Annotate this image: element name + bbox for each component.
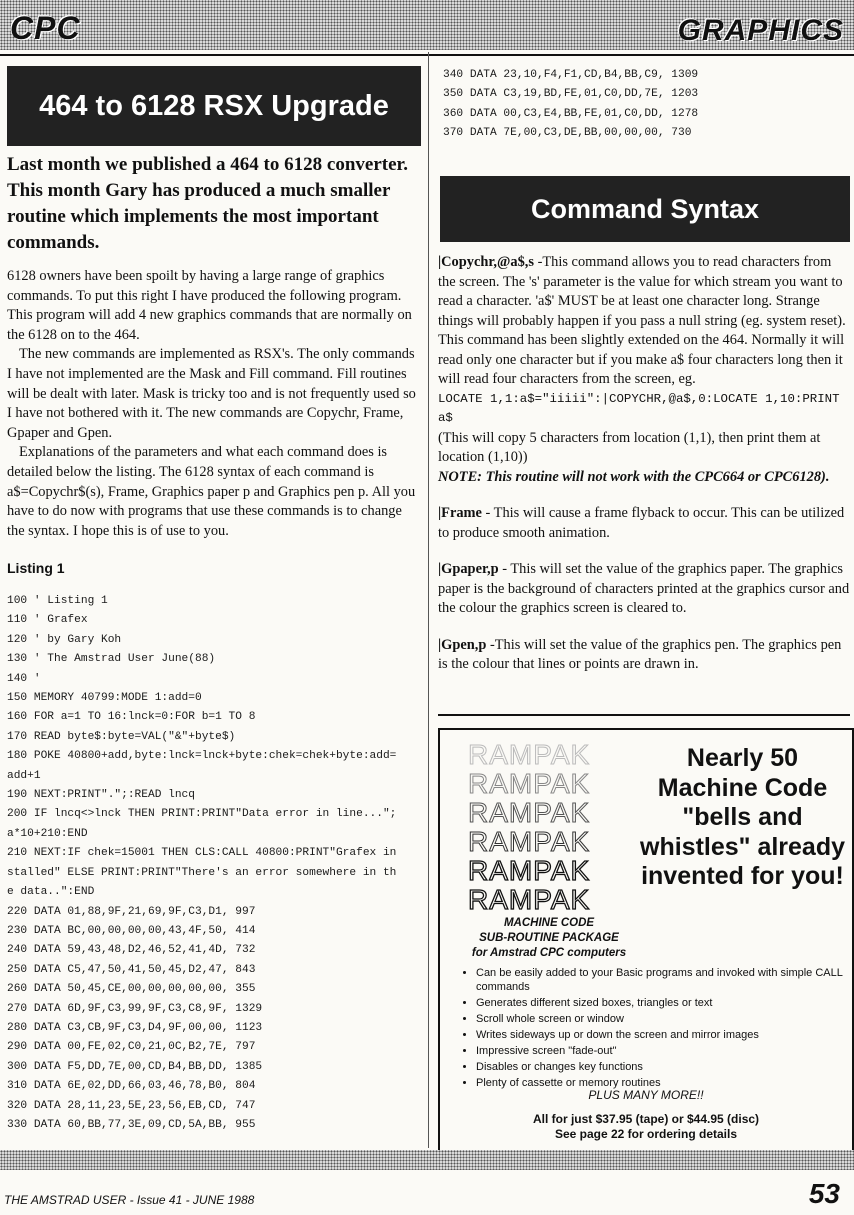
code-example: LOCATE 1,1:a$="iiiii":|COPYCHR,@a$,0:LOCATE 1,10:PRINT a$ <box>438 391 840 425</box>
code-line: 100 ' Listing 1 <box>7 595 108 607</box>
feature-item: • Disables or changes key functions <box>476 1060 854 1074</box>
code-line: add+1 <box>7 769 41 782</box>
logo-word: RAMPAK <box>468 884 591 915</box>
feature-list <box>454 966 854 1092</box>
code-line: 180 POKE 40800+add,byte:lnck=lnck+byte:chek=chek+byte:add= <box>7 750 397 763</box>
command-name: |Gpaper,p <box>438 561 499 577</box>
code-line: 190 NEXT:PRINT".";:READ lncq <box>7 789 195 802</box>
code-line: 160 FOR a=1 TO 16:lnck=0:FOR b=1 TO 8 <box>7 711 256 724</box>
ad-subtitle-line: for Amstrad CPC computers <box>471 947 627 959</box>
code-line: 170 READ byte$:byte=VAL("&"+byte$) <box>7 730 236 743</box>
code-line: 230 DATA BC,00,00,00,00,43,4F,50, 414 <box>7 924 256 937</box>
section-label-graphics: GRAPHICS <box>677 14 844 47</box>
code-line: 250 DATA C5,47,50,41,50,45,D2,47, 843 <box>7 963 256 976</box>
column-divider <box>428 52 429 1148</box>
code-line: e data..":END <box>7 886 95 899</box>
code-line: 360 DATA 00,C3,E4,BB,FE,01,C0,DD, 1278 <box>443 107 699 120</box>
logo-word: RAMPAK <box>468 826 591 857</box>
ad-subtitle <box>454 916 644 961</box>
frame-description <box>438 504 850 543</box>
code-line: 240 DATA 59,43,48,D2,46,52,41,4D, 732 <box>7 944 256 957</box>
example-explanation: (This will copy 5 characters from location (1,1), then print them at location (1,10)) <box>438 429 821 465</box>
logo-word: RAMPAK <box>468 739 591 770</box>
ad-price <box>440 1112 852 1142</box>
rampak-advertisement <box>438 728 854 1152</box>
code-line: 130 ' The Amstrad User June(88) <box>7 653 216 666</box>
order-line: See page 22 for ordering details <box>554 1127 738 1141</box>
page-number: 53 <box>808 1178 840 1209</box>
feature-item: • Plenty of cassette or memory routines <box>476 1076 854 1090</box>
ad-subtitle-line: MACHINE CODE <box>503 917 595 929</box>
code-line: 220 DATA 01,88,9F,21,69,9F,C3,D1, 997 <box>7 905 256 918</box>
code-line: 260 DATA 50,45,CE,00,00,00,00,00, 355 <box>7 983 256 996</box>
command-text: - This will set the value of the graphics paper. The graphics paper is the background of characters printed at the graphics cursor and the colour the graphics screen is cleared to. <box>438 561 850 616</box>
code-listing-continued <box>443 66 848 144</box>
code-line: 340 DATA 23,10,F4,F1,CD,B4,BB,C9, 1309 <box>443 69 699 81</box>
article-title: 464 to 6128 RSX Upgrade <box>7 66 421 146</box>
ad-more: PLUS MANY MORE!! <box>588 1088 704 1102</box>
code-line: 150 MEMORY 40799:MODE 1:add=0 <box>7 692 202 705</box>
code-line: 310 DATA 6E,02,DD,66,03,46,78,B0, 804 <box>7 1080 256 1093</box>
command-name: |Copychr,@a$,s <box>438 254 534 270</box>
paragraph: 6128 owners have been spoilt by having a large range of graphics commands. To put this right I have produced the following program. This program will add 4 new graphics commands that are normally on the 6128 on to the 464. <box>7 268 412 343</box>
command-text: -This command allows you to read characters from the screen. The 's' parameter is the value for which stream you want to read a character. 'a$' MUST be at least one character long. Strange things will probably happen if you pass a null string (eg. system reset). This command has been slightly extended on the 464. Normally it will read only one character but if you make a$ four characters long then it will read four characters from the screen, eg. <box>438 254 846 387</box>
ad-rule <box>438 714 850 716</box>
code-listing <box>7 592 417 1135</box>
code-line: 140 ' <box>7 672 41 685</box>
code-line: 320 DATA 28,11,23,5E,23,56,EB,CD, 747 <box>7 1099 256 1112</box>
command-name: |Gpen,p <box>438 636 487 653</box>
command-text: -This will set the value of the graphics pen. The graphics pen is the colour that lines or points are drawn in. <box>438 636 842 672</box>
feature-item: • Can be easily added to your Basic programs and invoked with simple CALL commands <box>476 966 854 994</box>
section-label-cpc: CPC <box>10 10 81 46</box>
ad-slogan: Nearly 50 Machine Code "bells and whistles" already invented for you! <box>640 744 846 890</box>
feature-item: • Scroll whole screen or window <box>476 1012 854 1026</box>
code-line: 290 DATA 00,FE,02,C0,21,0C,B2,7E, 797 <box>7 1041 256 1054</box>
code-line: 110 ' Grafex <box>7 614 88 627</box>
logo-word: RAMPAK <box>468 768 591 799</box>
rampak-logo <box>468 740 628 914</box>
code-line: 210 NEXT:IF chek=15001 THEN CLS:CALL 40800:PRINT"Grafex in <box>7 847 397 860</box>
command-text: - This will cause a frame flyback to occur. This can be utilized to produce smooth animation. <box>438 505 845 541</box>
section-title: Command Syntax <box>440 176 850 242</box>
code-line: a*10+210:END <box>7 827 88 840</box>
feature-item: • Generates different sized boxes, triangles or text <box>476 996 854 1010</box>
compatibility-note: NOTE: This routine will not work with the CPC664 or CPC6128). <box>438 468 830 485</box>
code-line: 120 ' by Gary Koh <box>7 633 122 646</box>
command-syntax-text <box>438 253 850 675</box>
feature-item: • Writes sideways up or down the screen and mirror images <box>476 1028 854 1042</box>
header-rule <box>0 54 854 56</box>
footer-band <box>0 1150 854 1170</box>
gpaper-description <box>438 560 850 619</box>
article-intro: Last month we published a 464 to 6128 converter. This month Gary has produced a much smaller routine which implements the most important commands. <box>7 154 408 253</box>
code-line: 370 DATA 7E,00,C3,DE,BB,00,00,00, 730 <box>443 127 692 140</box>
paragraph: Explanations of the parameters and what each command does is detailed below the listing. The 6128 syntax of each command is a$=Copychr$(s), Frame, Graphics paper p and Graphics pen p. All you have to do now with programs that use these commands is to change the syntax. I hope this is of use to you. <box>7 444 416 539</box>
code-line: 280 DATA C3,CB,9F,C3,D4,9F,00,00, 1123 <box>7 1021 263 1034</box>
code-line: 270 DATA 6D,9F,C3,99,9F,C3,C8,9F, 1329 <box>7 1002 263 1015</box>
listing-heading: Listing 1 <box>7 560 65 576</box>
paragraph: The new commands are implemented as RSX's. The only commands I have not implemented are the Mask and Fill command. Fill routines will be dealt with later. Mask is tricky too and is not frequently used so I have not bothered with it. The new commands are Copychr, Frame, Gpaper and Gpen. <box>7 346 416 441</box>
price-line: All for just $37.95 (tape) or $44.95 (disc) <box>532 1112 760 1126</box>
code-line: 300 DATA F5,DD,7E,00,CD,B4,BB,DD, 1385 <box>7 1060 263 1073</box>
code-line: 350 DATA C3,19,BD,FE,01,C0,DD,7E, 1203 <box>443 88 699 101</box>
copychr-description <box>438 253 850 390</box>
article-body <box>7 267 417 541</box>
code-line: 200 IF lncq<>lnck THEN PRINT:PRINT"Data error in line..."; <box>7 808 397 821</box>
gpen-description <box>438 636 850 675</box>
command-name: |Frame <box>438 505 482 521</box>
feature-item: • Impressive screen "fade-out" <box>476 1044 854 1058</box>
footer-issue: THE AMSTRAD USER - Issue 41 - JUNE 1988 <box>4 1193 255 1207</box>
logo-word: RAMPAK <box>468 855 591 886</box>
code-line: stalled" ELSE PRINT:PRINT"There's an error somewhere in th <box>7 866 397 879</box>
code-line: 330 DATA 60,BB,77,3E,09,CD,5A,BB, 955 <box>7 1118 256 1131</box>
logo-word: RAMPAK <box>468 797 591 828</box>
ad-subtitle-line: SUB-ROUTINE PACKAGE <box>479 932 619 944</box>
